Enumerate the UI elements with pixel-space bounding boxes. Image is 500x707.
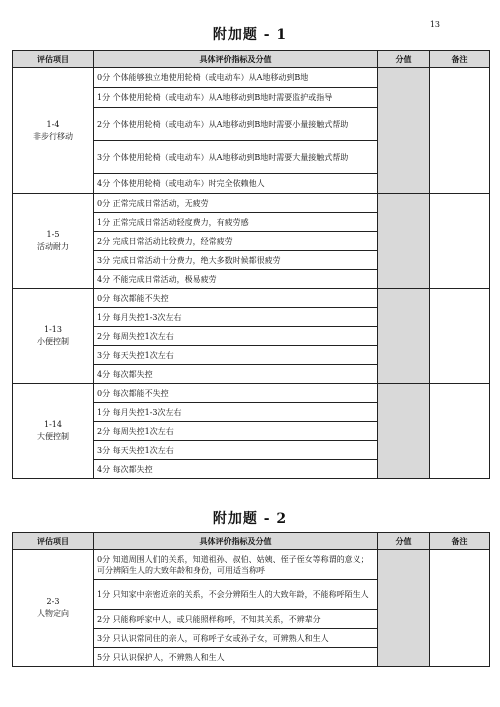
criterion: 2分 完成日常活动比较费力，经常疲劳 [94, 232, 378, 251]
page-number: 13 [429, 20, 440, 29]
header-item: 评估项目 [13, 51, 94, 68]
assessment-table-2 [12, 532, 490, 667]
criterion: 2分 每周失控1次左右 [94, 422, 378, 441]
header-criteria: 具体评价指标及分值 [94, 51, 378, 68]
table-header-row [13, 51, 490, 68]
item-cell [13, 68, 94, 194]
notes-input[interactable] [430, 550, 490, 667]
criterion: 1分 每月失控1-3次左右 [94, 308, 378, 327]
table-header-row [13, 533, 490, 550]
criterion: 5分 只认识保护人，不辨熟人和生人 [94, 648, 378, 667]
notes-input[interactable] [430, 384, 490, 479]
header-score: 分值 [378, 51, 430, 68]
table-row [13, 550, 490, 580]
table-row [13, 384, 490, 403]
item-cell [13, 550, 94, 667]
criterion: 1分 只知家中亲密近亲的关系，不会分辨陌生人的大致年龄，不能称呼陌生人 [94, 580, 378, 610]
criterion: 0分 每次都能不失控 [94, 384, 378, 403]
item-code: 1-4 [46, 119, 60, 129]
score-input[interactable] [378, 384, 430, 479]
criterion: 2分 只能称呼家中人，或只能照样称呼，不知其关系，不辨辈分 [94, 610, 378, 629]
criterion: 0分 正常完成日常活动，无疲劳 [94, 194, 378, 213]
item-code: 1-14 [44, 420, 62, 429]
header-item: 评估项目 [13, 533, 94, 550]
notes-input[interactable] [430, 289, 490, 384]
criterion: 0分 知道周围人们的关系，知道祖孙、叔伯、姑姨、侄子侄女等称谓的意义；可分辨陌生人的大致年龄和身份，可用适当称呼 [94, 550, 378, 580]
score-input[interactable] [378, 550, 430, 667]
item-name: 非步行移动 [33, 131, 73, 141]
item-code: 1-5 [46, 230, 60, 239]
criterion: 4分 个体使用轮椅（或电动车）时完全依赖他人 [94, 174, 378, 194]
criterion: 4分 每次都失控 [94, 365, 378, 384]
table-row [13, 68, 490, 88]
criterion: 3分 每天失控1次左右 [94, 441, 378, 460]
section-title-1: 附加题 - 1 [212, 27, 288, 43]
item-cell [13, 289, 94, 384]
score-input[interactable] [378, 194, 430, 289]
notes-input[interactable] [430, 194, 490, 289]
assessment-table-1 [12, 50, 490, 479]
criterion: 0分 个体能够独立地使用轮椅（或电动车）从A地移动到B地 [94, 68, 378, 88]
item-cell [13, 384, 94, 479]
criterion: 0分 每次都能不失控 [94, 289, 378, 308]
header-score: 分值 [378, 533, 430, 550]
criterion: 3分 每天失控1次左右 [94, 346, 378, 365]
criterion: 2分 每周失控1次左右 [94, 327, 378, 346]
item-code: 2-3 [46, 597, 60, 606]
criterion: 2分 个体使用轮椅（或电动车）从A地移动到B地时需要小量接触式帮助 [94, 108, 378, 141]
criterion: 4分 不能完成日常活动，极易疲劳 [94, 270, 378, 289]
header-notes: 备注 [430, 51, 490, 68]
criterion: 1分 个体使用轮椅（或电动车）从A地移动到B地时需要监护或指导 [94, 88, 378, 108]
item-name: 小便控制 [37, 337, 69, 346]
table-row [13, 289, 490, 308]
criterion: 3分 完成日常活动十分费力，绝大多数时候都很疲劳 [94, 251, 378, 270]
header-criteria: 具体评价指标及分值 [94, 533, 378, 550]
score-input[interactable] [378, 289, 430, 384]
criterion: 3分 个体使用轮椅（或电动车）从A地移动到B地时需要大量接触式帮助 [94, 141, 378, 174]
section-title-2: 附加题 - 2 [212, 511, 288, 527]
item-name: 活动耐力 [37, 242, 69, 251]
criterion: 1分 每月失控1-3次左右 [94, 403, 378, 422]
item-cell [13, 194, 94, 289]
score-input[interactable] [378, 68, 430, 194]
criterion: 4分 每次都失控 [94, 460, 378, 479]
item-name: 大便控制 [37, 432, 69, 441]
criterion: 3分 只认识常同住的亲人，可称呼子女或孙子女，可辨熟人和生人 [94, 629, 378, 648]
header-notes: 备注 [430, 533, 490, 550]
criterion: 1分 正常完成日常活动轻度费力，有疲劳感 [94, 213, 378, 232]
item-name: 人物定向 [37, 609, 69, 618]
table-row [13, 194, 490, 213]
notes-input[interactable] [430, 68, 490, 194]
item-code: 1-13 [44, 325, 62, 334]
